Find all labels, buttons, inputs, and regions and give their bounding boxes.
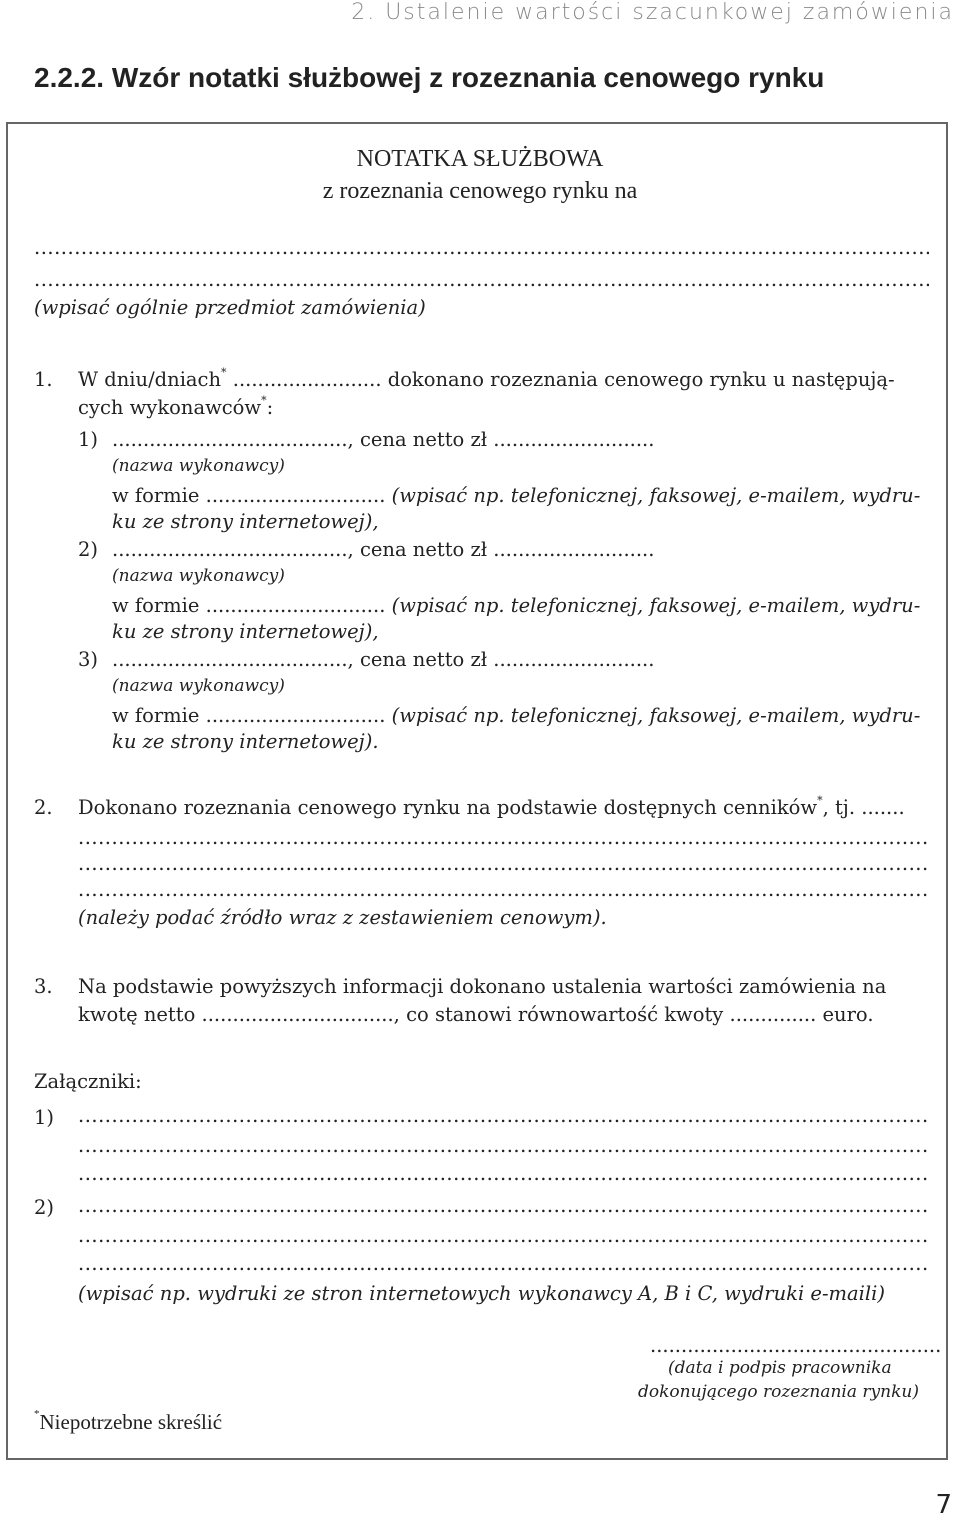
item-1-line: ......................................, cena netto zł .......................... bbox=[112, 428, 655, 451]
chapter-header: 2. Ustalenie wartości szacunkowej zamówienia bbox=[351, 0, 954, 25]
item-3-hint: (nazwa wykonawcy) bbox=[112, 676, 285, 696]
attachments-hint: (wpisać np. wydruki ze stron internetowych wykonawcy A, B i C, wydruki e-maili) bbox=[78, 1282, 885, 1305]
p2-line-2 bbox=[78, 852, 928, 875]
p2-line-1 bbox=[78, 826, 928, 849]
attachment-2-number: 2) bbox=[34, 1196, 55, 1219]
item-2-number: 2) bbox=[78, 538, 99, 561]
p3-line2: kwotę netto ..............................., co stanowi równowartość kwoty .............. euro. bbox=[78, 1003, 874, 1026]
item-3-form: w formie ............................. (wpisać np. telefonicznej, faksowej, e-mailem, wydru- bbox=[112, 704, 921, 727]
item-1-form-hint2: ku ze strony internetowej), bbox=[112, 510, 379, 533]
subject-hint: (wpisać ogólnie przedmiot zamówienia) bbox=[34, 296, 426, 319]
attachments-label: Załączniki: bbox=[34, 1070, 142, 1093]
item-2-line: ......................................, cena netto zł .......................... bbox=[112, 538, 655, 561]
item-1-number: 1) bbox=[78, 428, 99, 451]
attachment-2-line-3 bbox=[78, 1252, 928, 1275]
subject-line-2 bbox=[34, 268, 929, 291]
subject-line-1 bbox=[34, 236, 929, 259]
section-title: 2.2.2. Wzór notatki służbowej z rozeznania cenowego rynku bbox=[34, 62, 825, 93]
item-2-hint: (nazwa wykonawcy) bbox=[112, 566, 285, 586]
item-3-line: ......................................, cena netto zł .......................... bbox=[112, 648, 655, 671]
attachment-1-line-1 bbox=[78, 1104, 928, 1127]
p3-line1: Na podstawie powyższych informacji dokonano ustalenia wartości zamówienia na bbox=[78, 975, 887, 998]
item-2-form-hint2: ku ze strony internetowej), bbox=[112, 620, 379, 643]
note-heading: NOTATKA SŁUŻBOWA bbox=[356, 146, 604, 172]
attachment-1-number: 1) bbox=[34, 1106, 55, 1129]
item-1-form: w formie ............................. (wpisać np. telefonicznej, faksowej, e-mailem, wydru- bbox=[112, 484, 921, 507]
item-1-hint: (nazwa wykonawcy) bbox=[112, 456, 285, 476]
p1-line2: cych wykonawców*: bbox=[78, 394, 274, 419]
signature-hint-2: dokonującego rozeznania rynku) bbox=[638, 1382, 919, 1402]
page-number: 7 bbox=[935, 1490, 952, 1520]
p2-hint: (należy podać źródło wraz z zestawieniem cenowym). bbox=[78, 906, 607, 929]
attachment-1-line-3 bbox=[78, 1162, 928, 1185]
attachment-2-line-1 bbox=[78, 1194, 928, 1217]
attachment-1-line-2 bbox=[78, 1134, 928, 1157]
p2-number: 2. bbox=[34, 796, 53, 819]
p3-number: 3. bbox=[34, 975, 53, 998]
p1-number: 1. bbox=[34, 368, 53, 391]
item-3-form-hint2: ku ze strony internetowej). bbox=[112, 730, 379, 753]
note-subheading: z rozeznania cenowego rynku na bbox=[322, 178, 638, 204]
signature-dots: ............................................... bbox=[650, 1334, 942, 1357]
signature-hint-1: (data i podpis pracownika bbox=[668, 1358, 892, 1378]
p1-line1: W dniu/dniach* ........................ dokonano rozeznania cenowego rynku u następują- bbox=[78, 366, 895, 391]
p2-text: Dokonano rozeznania cenowego rynku na podstawie dostępnych cenników*, tj. ....... bbox=[78, 794, 905, 819]
item-3-number: 3) bbox=[78, 648, 99, 671]
item-2-form: w formie ............................. (wpisać np. telefonicznej, faksowej, e-mailem, wydru- bbox=[112, 594, 921, 617]
p2-line-3 bbox=[78, 878, 928, 901]
attachment-2-line-2 bbox=[78, 1224, 928, 1247]
footnote: *Niepotrzebne skreślić bbox=[34, 1408, 223, 1434]
